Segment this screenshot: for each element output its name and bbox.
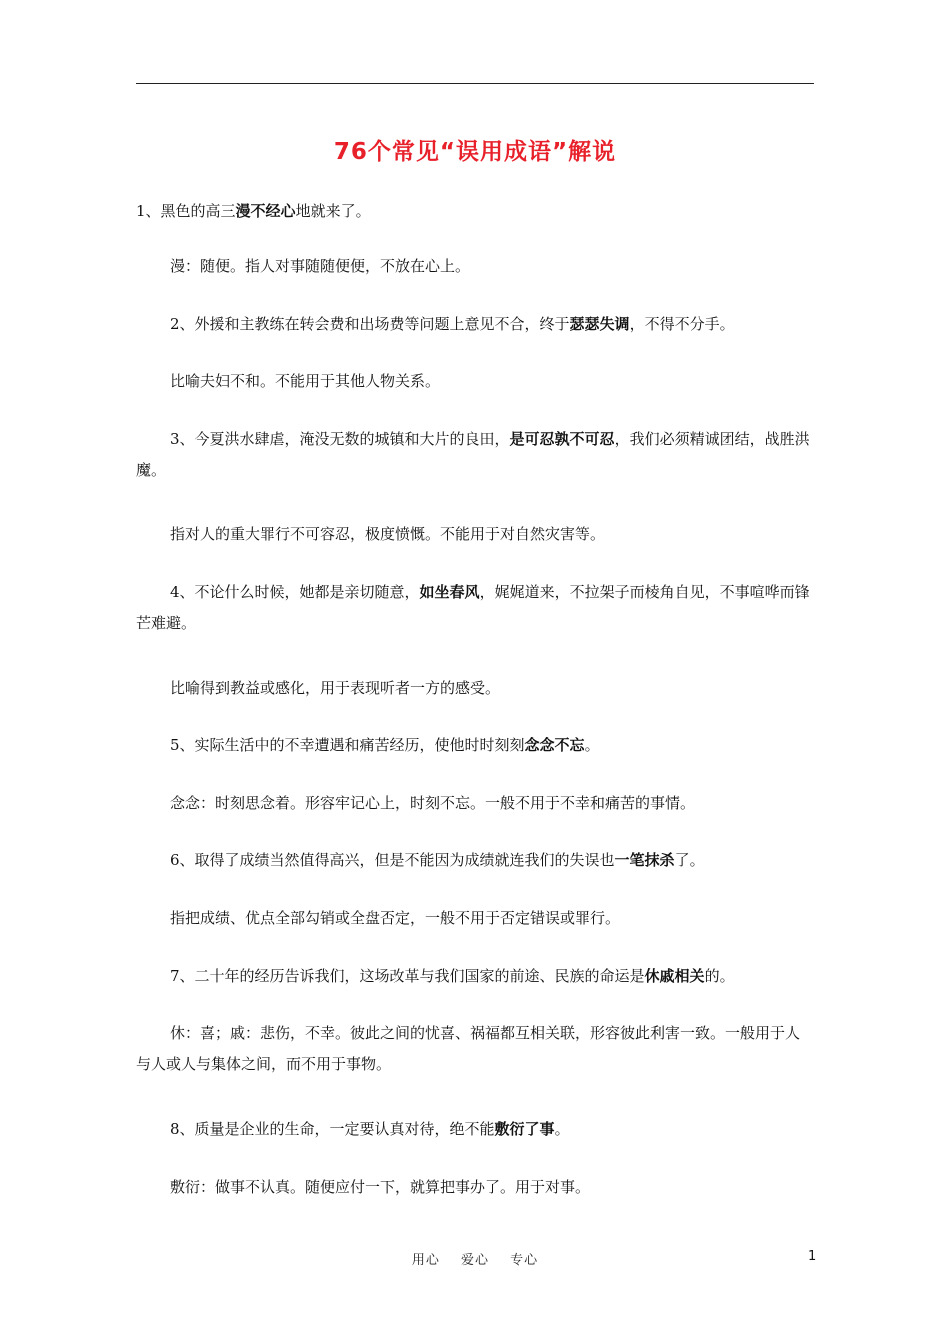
paragraph-8: 比喻得到教益或感化，用于表现听者一方的感受。	[170, 679, 501, 697]
paragraph-9: 5、实际生活中的不幸遭遇和痛苦经历，使他时时刻刻念念不忘。	[170, 736, 600, 754]
paragraph-2: 漫：随便。指人对事随随便便，不放在心上。	[170, 257, 471, 275]
page-number: 1	[808, 1249, 817, 1264]
paragraph-10: 念念：时刻思念着。形容牢记心上，时刻不忘。一般不用于不幸和痛苦的事情。	[170, 794, 696, 812]
paragraph-13: 7、二十年的经历告诉我们，这场改革与我们国家的前途、民族的命运是休戚相关的。	[170, 967, 735, 985]
footer-text-1: 用心	[411, 1253, 440, 1268]
paragraph-4: 比喻夫妇不和。不能用于其他人物关系。	[170, 372, 441, 390]
paragraph-1: 1、黑色的高三漫不经心地就来了。	[136, 202, 371, 220]
paragraph-14: 休：喜；戚：悲伤，不幸。彼此之间的忧喜、祸福都互相关联，形容彼此利害一致。一般用于人与人或人与集体之间，而不用于事物。	[136, 1024, 801, 1073]
paragraph-16: 敷衍：做事不认真。随便应付一下，就算把事办了。用于对事。	[170, 1178, 591, 1196]
paragraph-15: 8、质量是企业的生命，一定要认真对待，绝不能敷衍了事。	[170, 1120, 570, 1138]
paragraph-12: 指把成绩、优点全部勾销或全盘否定，一般不用于否定错误或罪行。	[170, 909, 621, 927]
paragraph-5: 3、今夏洪水肆虐，淹没无数的城镇和大片的良田，是可忍孰不可忍，我们必须精诚团结，战胜洪魔。	[136, 430, 810, 479]
paragraph-7: 4、不论什么时候，她都是亲切随意，如坐春风，娓娓道来，不拉架子而棱角自见，不事喧哗而锋芒难避。	[136, 583, 810, 632]
paragraph-6: 指对人的重大罪行不可容忍，极度愤慨。不能用于对自然灾害等。	[170, 525, 606, 543]
header-rule	[136, 83, 814, 84]
paragraph-3: 2、外援和主教练在转会费和出场费等问题上意见不合，终于瑟瑟失调，不得不分手。	[170, 315, 735, 333]
paragraph-11: 6、取得了成绩当然值得高兴，但是不能因为成绩就连我们的失误也一笔抹杀了。	[170, 851, 705, 869]
page-title: 76个常见“误用成语”解说	[333, 139, 617, 165]
footer-text-2: 爱心	[460, 1253, 489, 1268]
footer-text-3: 专心	[510, 1253, 539, 1268]
